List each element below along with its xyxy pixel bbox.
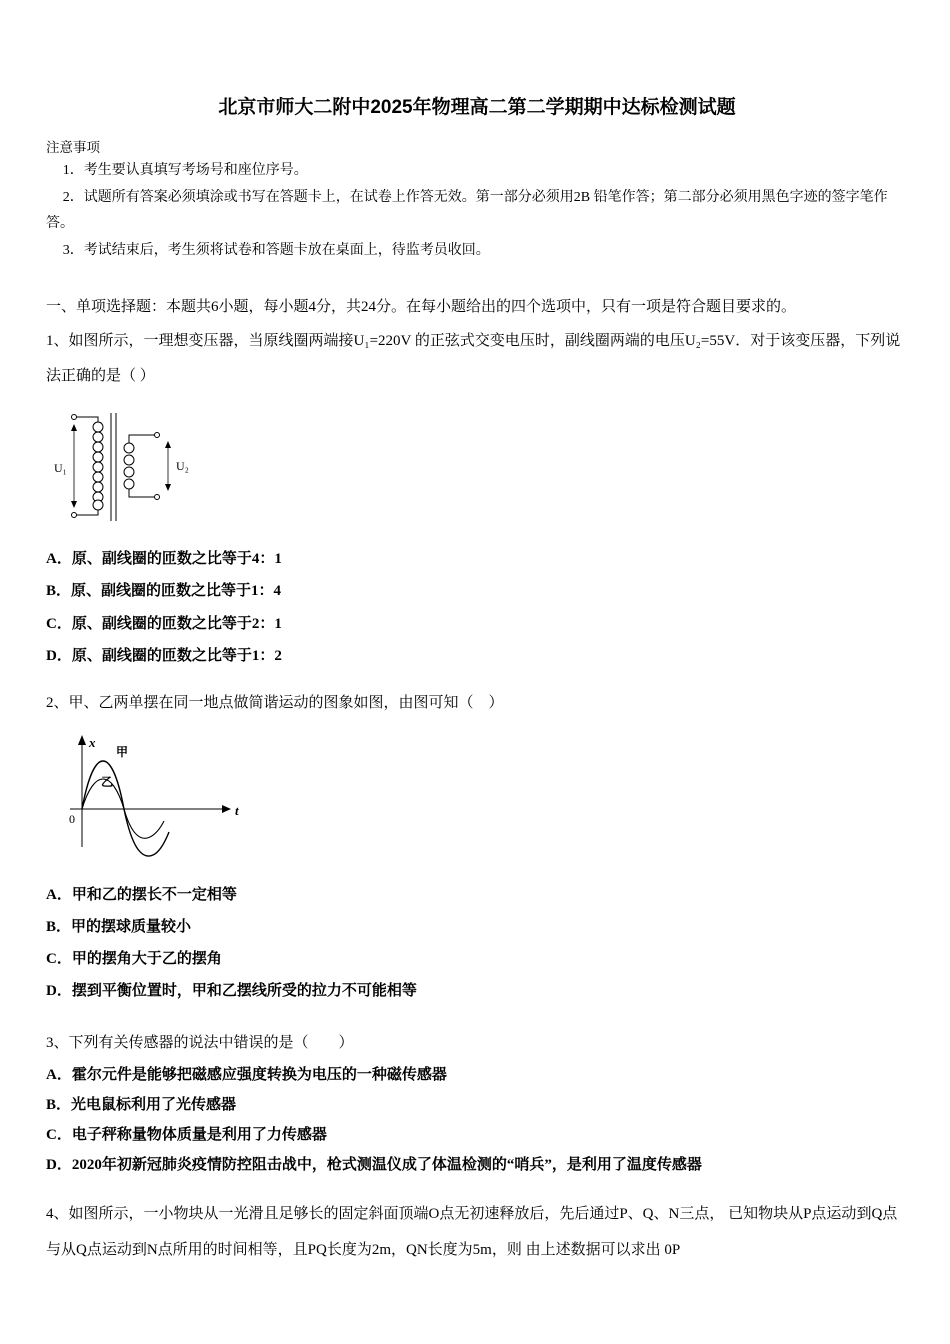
- secondary-wire-bottom: [129, 489, 154, 497]
- exam-title: 北京市师大二附中2025年物理高二第二学期期中达标检测试题: [218, 97, 736, 118]
- question-4-stem: 4、如图所示，一小物块从一光滑且足够长的固定斜面顶端O点无初速释放后，先后通过P、Q、N三点， 已知物块从P点运动到Q点与从Q点运动到N点所用的时间相等，且PQ长度为2m，QN长度为5m，则 由上述数据可以求出 0P: [46, 1206, 898, 1259]
- section-1-heading: 一、单项选择题：本题共6小题，每小题4分，共24分。在每小题给出的四个选项中，只有一项是符合题目要求的。: [46, 298, 797, 315]
- question-4: [46, 1196, 908, 1268]
- question-3: [46, 1026, 908, 1181]
- u1-arrow-down-icon: [71, 501, 77, 508]
- secondary-wire-top: [129, 435, 154, 443]
- origin-label: 0: [69, 811, 75, 826]
- oscillation-graph-icon: [52, 729, 252, 869]
- question-2-option-b: B．甲的摆球质量较小: [46, 918, 192, 935]
- x-axis-label: x: [89, 734, 96, 750]
- u2-label: U₂: [176, 459, 189, 474]
- secondary-terminal-bottom: [155, 495, 160, 500]
- primary-terminal-top: [72, 415, 77, 420]
- pendulum-graph-figure: [52, 729, 908, 869]
- question-2-stem: 2、甲、乙两单摆在同一地点做简谐运动的图象如图，由图可知（ ）: [46, 695, 504, 712]
- t-axis-label: t: [235, 802, 239, 818]
- notice-section: [46, 137, 908, 265]
- u1-label: U₁: [54, 461, 67, 476]
- question-1-option-d: D．原、副线圈的匝数之比等于1：2: [46, 647, 282, 664]
- question-1-option-a: A．原、副线圈的匝数之比等于4：1: [46, 551, 282, 568]
- question-2: [46, 686, 908, 1008]
- primary-wire-bottom: [77, 510, 98, 515]
- question-2-option-a: A．甲和乙的摆长不一定相等: [46, 886, 237, 903]
- u1-arrow-up-icon: [71, 424, 77, 431]
- question-3-option-c: C．电子秤称量物体质量是利用了力传感器: [46, 1127, 327, 1144]
- notice-item-1: 1．考生要认真填写考场号和座位序号。: [62, 163, 308, 179]
- primary-wire-top: [77, 417, 98, 422]
- transformer-diagram-icon: [52, 401, 202, 533]
- primary-coil-icon: [93, 422, 103, 510]
- y-axis-arrow-icon: [78, 735, 86, 745]
- curve-yi-label: 乙: [101, 774, 114, 789]
- question-3-option-b: B．光电鼠标利用了光传感器: [46, 1097, 237, 1114]
- notice-heading: 注意事项: [46, 139, 100, 155]
- question-1-option-b: B．原、副线圈的匝数之比等于1：4: [46, 583, 282, 600]
- question-3-option-a: A．霍尔元件是能够把磁感应强度转换为电压的一种磁传感器: [46, 1067, 447, 1084]
- secondary-coil-icon: [124, 443, 134, 489]
- x-axis-arrow-icon: [222, 805, 231, 813]
- u2-arrow-down-icon: [165, 484, 171, 491]
- question-1: [46, 324, 908, 672]
- notice-item-3: 3．考试结束后，考生须将试卷和答题卡放在桌面上，待监考员收回。: [62, 243, 490, 259]
- question-1-option-c: C．原、副线圈的匝数之比等于2：1: [46, 615, 282, 632]
- question-2-option-d: D．摆到平衡位置时，甲和乙摆线所受的拉力不可能相等: [46, 983, 417, 1000]
- curve-jia-label: 甲: [116, 744, 129, 759]
- transformer-figure: [52, 401, 908, 533]
- primary-terminal-bottom: [72, 513, 77, 518]
- question-2-option-c: C．甲的摆角大于乙的摆角: [46, 951, 222, 968]
- question-1-stem: 1、如图所示，一理想变压器，当原线圈两端接U₁=220V 的正弦式交变电压时，副线圈两端的电压U₂=55V．对于该变压器，下列说法正确的是（ ）: [46, 333, 901, 384]
- notice-item-2: 2．试题所有答案必须填涂或书写在答题卡上，在试卷上作答无效。第一部分必须用2B 铅笔作答；第二部分必须用黑色字迹的签字笔作答。: [46, 189, 888, 232]
- u2-arrow-up-icon: [165, 441, 171, 448]
- question-3-stem: 3、下列有关传感器的说法中错误的是（ ）: [46, 1034, 354, 1051]
- question-3-option-d: D．2020年初新冠肺炎疫情防控阻击战中，枪式测温仪成了体温检测的“哨兵”，是利用了温度传感器: [46, 1157, 702, 1174]
- secondary-terminal-top: [155, 433, 160, 438]
